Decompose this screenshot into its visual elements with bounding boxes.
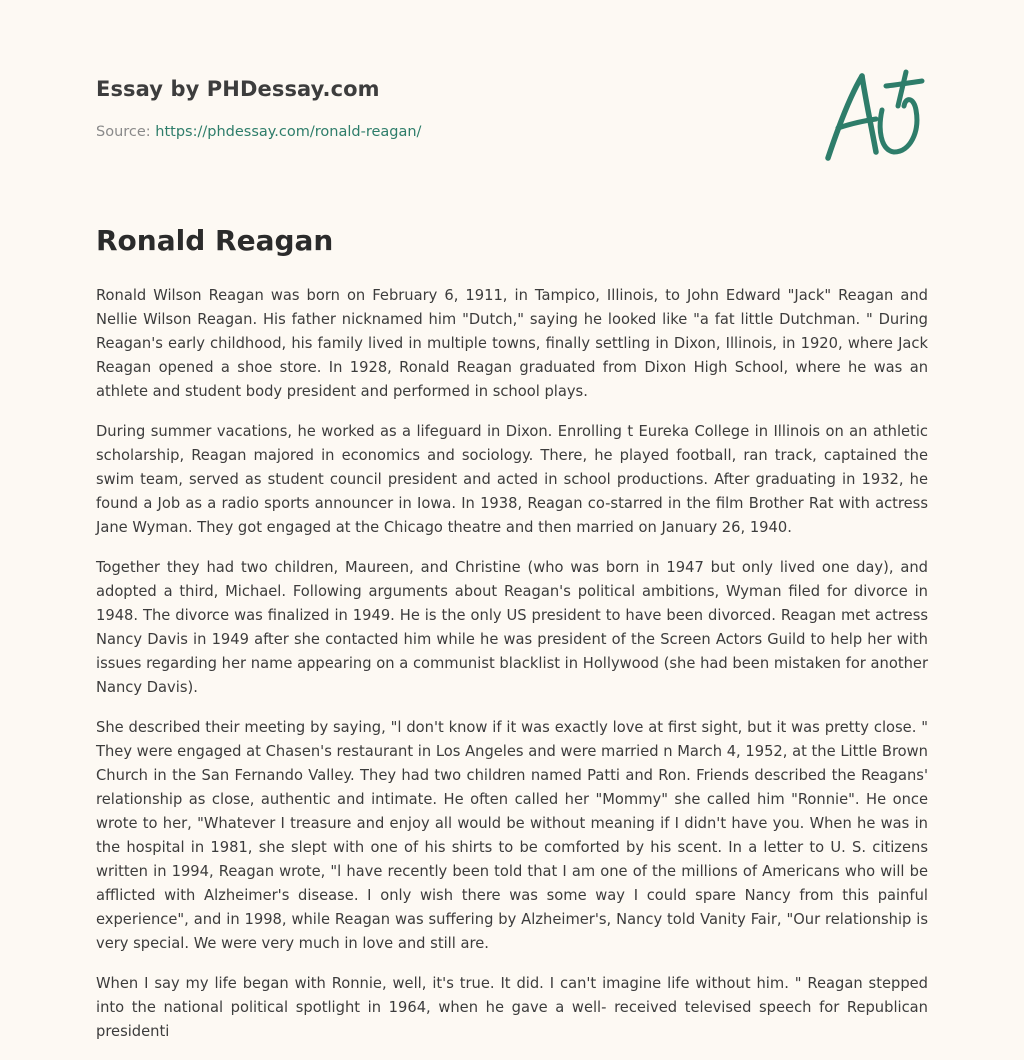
essay-paragraph: During summer vacations, he worked as a lifeguard in Dixon. Enrolling t Eureka College in Illinois on an athletic scholarship, Reagan majored in economics and sociology. There, he played football, ran track, captained the swim team, served as student council president and acted in school productions. After graduating in 1932, he found a Job as a radio sports announcer in Iowa. In 1938, Reagan co-starred in the film Brother Rat with actress Jane Wyman. They got engaged at the Chicago theatre and then married on January 26, 1940. <box>96 423 928 536</box>
essay-title: Ronald Reagan <box>96 224 334 257</box>
a-plus-logo-icon <box>822 66 926 164</box>
site-brand: Essay by PHDessay.com <box>96 77 380 101</box>
source-link[interactable]: https://phdessay.com/ronald-reagan/ <box>155 124 422 140</box>
source-line <box>96 124 421 140</box>
essay-paragraph: When I say my life began with Ronnie, well, it's true. It did. I can't imagine life without him. " Reagan stepped into the national political spotlight in 1964, when he gave a well- received televised speech for Republican presidenti <box>96 975 928 1040</box>
essay-paragraph: Ronald Wilson Reagan was born on February 6, 1911, in Tampico, Illinois, to John Edward "Jack" Reagan and Nellie Wilson Reagan. His father nicknamed him "Dutch," saying he looked like "a fat little Dutchman. " During Reagan's early childhood, his family lived in multiple towns, finally settling in Dixon, Illinois, in 1920, where Jack Reagan opened a shoe store. In 1928, Ronald Reagan graduated from Dixon High School, where he was an athlete and student body president and performed in school plays. <box>96 287 928 400</box>
essay-paragraph: Together they had two children, Maureen, and Christine (who was born in 1947 but only lived one day), and adopted a third, Michael. Following arguments about Reagan's political ambitions, Wyman filed for divorce in 1948. The divorce was finalized in 1949. He is the only US president to have been divorced. Reagan met actress Nancy Davis in 1949 after she contacted him while he was president of the Screen Actors Guild to help her with issues regarding her name appearing on a communist blacklist in Hollywood (she had been mistaken for another Nancy Davis). <box>96 559 928 696</box>
essay-body <box>96 284 928 1060</box>
source-label: Source: <box>96 124 156 140</box>
essay-paragraph: She described their meeting by saying, "l don't know if it was exactly love at first sight, but it was pretty close. " They were engaged at Chasen's restaurant in Los Angeles and were married n March 4, 1952, at the Little Brown Church in the San Fernando Valley. They had two children named Patti and Ron. Friends described the Reagans' relationship as close, authentic and intimate. He often called her "Mommy" she called him "Ronnie". He once wrote to her, "Whatever I treasure and enjoy all would be without meaning if I didn't have you. When he was in the hospital in 1981, she slept with one of his shirts to be comforted by his scent. In a letter to U. S. citizens written in 1994, Reagan wrote, "l have recently been told that I am one of the millions of Americans who will be afflicted with Alzheimer's disease. I only wish there was some way I could spare Nancy from this painful experience", and in 1998, while Reagan was suffering by Alzheimer's, Nancy told Vanity Fair, "Our relationship is very special. We were very much in love and still are. <box>96 719 928 952</box>
